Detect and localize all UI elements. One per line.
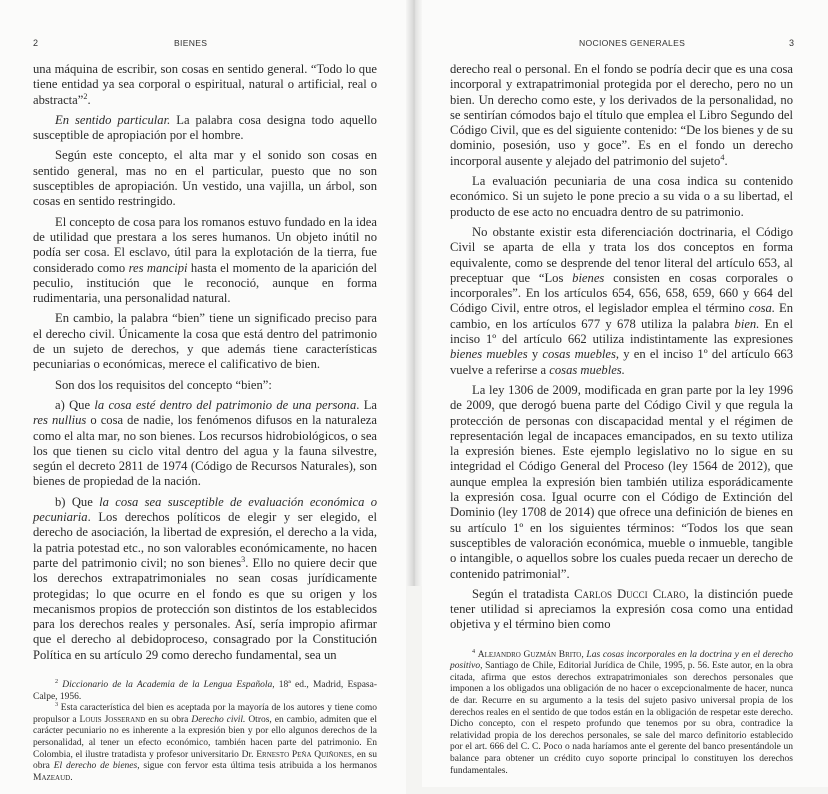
text-run: Las cosas incorporales en la doctrina y en el derecho positivo, [450,649,794,672]
body-text [33,62,377,668]
text-run: En cambio, en los artículos 677 y 678 utiliza la palabra [450,301,794,331]
text-run: Carlos Ducci Claro [574,586,686,601]
text-run: Santiago de Chile, Editorial Jurídica de Chile, 1995, p. 56. Este autor, en la obra citada, afirma que estos derechos extrapatrimoniales son derechos personales que imponen a los obligados una obligación de no hacer o excepcionalmente de hacer, nunca de dar. Recurre en su argumento a la tesis del sujeto pasivo universal propia de los derechos reales en el sentido de que todos están en la obligación de respetar este derecho. Dicho concepto, con el respeto profundo que tenemos por su obra, contradice la relatividad propia de los derechos personales, se sale del marco definitorio establecido por el art. 666 del C. C. Poco o nada haríamos ante el gerente del banco presentándole un balance para obtener un crédito cuyo soporte principal lo constituyen los derechos fundamentales. [450,661,793,776]
text-run: , 18ª ed., Madrid, Espasa-Calpe, 1956. [33,679,377,702]
paragraph [450,62,793,169]
text-run: cosa. [748,301,775,316]
right-page [422,0,828,787]
text-run: . Los derechos políticos de elegir y ser elegido, el derecho de asociación, la libertad de expresión, el derecho a la vida, la patria potestad etc., no son valorables económicamente, no hacen parte del patrimonio civil; no son bienes [33,510,377,570]
text-run: cosas muebles [542,347,616,362]
footnote-marker: 3 [55,702,59,709]
footnotes [450,638,793,778]
text-run: El concepto de cosa para los romanos estuvo fundado en la idea de utilidad que prestara a los seres humanos. Un objeto inútil no podía ser cosa. El esclavo, útil para la explotación de la tierra, fue considerado como [33,214,377,275]
text-run: Son dos los requisitos del concepto “bien”: [55,377,272,392]
footnote-marker: 4 [720,152,725,162]
body-text [450,62,793,638]
page-number: 2 [33,38,39,48]
text-run: cosas muebles. [549,362,625,377]
text-run: Diccionario de la Academia de la Lengua Española [62,679,273,690]
left-page [0,0,406,794]
footnote [450,650,793,778]
page-number: 3 [789,38,795,48]
book-gutter [406,0,422,586]
text-run: bienes [572,270,605,285]
footnote-marker: 3 [241,554,246,564]
text-run: . La [356,397,378,412]
text-run: bien. [734,316,760,331]
text-run: res mancipi [128,260,188,275]
text-run: Otros, en cambio, admiten que el carácter pecuniario no es inherente a la expresión bien y por ello algunos derechos de la personalidad, al tener un efecto económico, también hacen parte del patrimonio. En Colombia, el ilustre tratadista y profesor universitario Dr. [33,714,377,760]
text-run: la cosa esté dentro del patrimonio de una persona [94,397,357,412]
paragraph [33,378,377,393]
text-column [450,0,793,787]
text-run: Según este concepto, el alta mar y el sonido son cosas en sentido general, mas no en el particular, puesto que no son susceptibles de apropiación. Un vestido, una vajilla, un árbol, son cosas en sentido restringido. [33,148,377,209]
text-run: Ernesto Peña Quiñones [256,749,352,760]
text-run: res nullius [33,413,87,428]
footnote [33,680,377,703]
text-run: En cambio, la palabra “bien” tiene un significado preciso para el derecho civil. Únicamente la cosa que está dentro del patrimonio de un sujeto de derechos, y que además tiene características pecuniarias o económicas, merece el calificativo de bien. [33,311,377,372]
paragraph [33,311,377,372]
paragraph [450,225,793,378]
footnote-marker: 4 [472,648,476,655]
text-run: . [724,153,728,168]
text-run: Alejandro Guzmán Brito [477,649,582,660]
paragraph [33,215,377,307]
text-run: La evaluación pecuniaria de una cosa indica su contenido económico. Si un sujeto le pone precio a su vida o a su libertad, el producto de ese acto no encuadra dentro de su patrimonio. [450,174,793,219]
text-run: consisten en cosas corporales o incorporales”. En los artículos 654, 656, 658, 659, 660 y 664 del Código Civil, entre otros, el legislador emplea el término [450,270,793,316]
text-run: . Ello no quiere decir que los derechos extrapatrimoniales no sean cosas jurídicamente protegidas; lo que ocurre en el fondo es que su origen y los mecanismos propios de protección son distintos de los establecidos para los derechos reales y personales. Así, sería impropio afirmar que el derecho al debidoproceso, consagrado por la Constitución Política en su artículo 29 como derecho fundamental, sea un [33,555,377,662]
paragraph [450,383,793,582]
text-run: b) Que [55,494,100,509]
text-run: , en su obra [33,749,377,772]
text-run: bienes muebles [450,347,528,362]
footnote-marker: 2 [55,678,59,685]
paragraph [450,174,793,220]
text-run: la cosa sea susceptible de evaluación económica o pecuniaria [33,494,377,525]
text-run: En el inciso 1º del artículo 662 utiliza indistintamente las expresiones [450,316,793,347]
text-run: La palabra cosa designa todo aquello susceptible de apropiación por el hombre. [33,112,377,143]
paragraph [33,495,377,663]
footnote [33,703,377,784]
text-run: Mazeaud [33,772,71,783]
text-run: y [527,347,543,362]
text-run: Según el tratadista [472,586,575,601]
text-run: , la distinción puede tener utilidad si apreciamos la expresión cosa como una entidad objetiva y el término bien como [450,586,793,632]
text-run: La ley 1306 de 2009, modificada en gran parte por la ley 1996 de 2009, que derogó buena parte del Código Civil y que regula la protección de personas con discapacidad mental y el régimen de representación legal de incapaces emancipados, en su texto utiliza la expresión bienes. Este ejemplo legislativo no lo sigue en su integridad el Código General del Proceso (ley 1564 de 2012), que aunque emplea la expresión bien también utiliza esporádicamente la expresión cosa. Igual ocurre con el Código de Extinción del Dominio (ley 1708 de 2014) que ofrece una definición de bienes en su artículo 1º en los siguientes términos: “Todos los que sean susceptibles de valoración económica, mueble o inmueble, tangible o intangible, o aquellos sobre los cuales pueda recaer un derecho de contenido patrimonial”. [450,382,793,581]
text-run: En sentido particular. [55,112,171,127]
text-run: El derecho de bienes [53,761,138,772]
text-run: , sigue con fervor esta última tesis atribuida a los hermanos [137,761,377,772]
paragraph [33,62,377,108]
text-run: una máquina de escribir, son cosas en sentido general. “Todo lo que tiene entidad ya sea corporal o espiritual, natural o artificial, real o abstracta” [33,62,377,107]
footnotes [33,668,377,784]
running-head: BIENES [174,38,208,48]
text-run: en su obra [145,714,192,725]
text-run: Esta característica del bien es aceptada por la mayoría de los autores y tiene como propulsor a [33,703,377,725]
text-run: , y en el inciso 1º del artículo 663 vuelve a referirse a [450,347,794,377]
text-run: , [581,649,587,660]
text-run: Derecho civil. [191,714,246,725]
text-run: . [70,772,73,783]
paragraph [33,148,377,209]
paragraph [33,398,377,490]
footnote-marker: 2 [83,91,88,101]
paragraph [33,113,377,144]
text-run: o cosa de nadie, los fenómenos difusos en la naturaleza como el alta mar, no son bienes. Los recursos hidrobiológicos, o sea los que tienen su ciclo vital dentro del agua y la fauna silvestre, según el decreto 2811 de 1974 (Código de Recursos Naturales), son bienes de propiedad de la nación. [33,413,377,489]
text-run: No obstante existir esta diferenciación doctrinaria, el Código Civil se aparta de ella y trata los dos conceptos en forma equivalente, como se desprende del tenor literal del artículo 653, al preceptuar que “Los [450,224,793,285]
text-run: a) Que [55,397,95,412]
paragraph [450,587,793,633]
text-run: hasta el momento de la aparición del peculio, institución que le reconoció, aunque en forma rudimentaria, una personalidad natural. [33,260,377,306]
text-run: derecho real o personal. En el fondo se podría decir que es una cosa incorporal y extrapatrimonial protegida por el derecho, pero no un bien. Un derecho como este, y los derivados de la personalidad, no se sentirían cómodos bajo el título que emplea el Libro Segundo del Código Civil, que es del siguiente contenido: “De los bienes y de su dominio, posesión, uso y goce”. Es en el fondo un derecho incorporal ausente y alejado del patrimonio del sujeto [450,62,793,168]
text-run: . [87,92,91,107]
text-column [33,0,377,794]
running-head: NOCIONES GENERALES [579,38,686,48]
text-run: Louis Josserand [79,714,146,725]
